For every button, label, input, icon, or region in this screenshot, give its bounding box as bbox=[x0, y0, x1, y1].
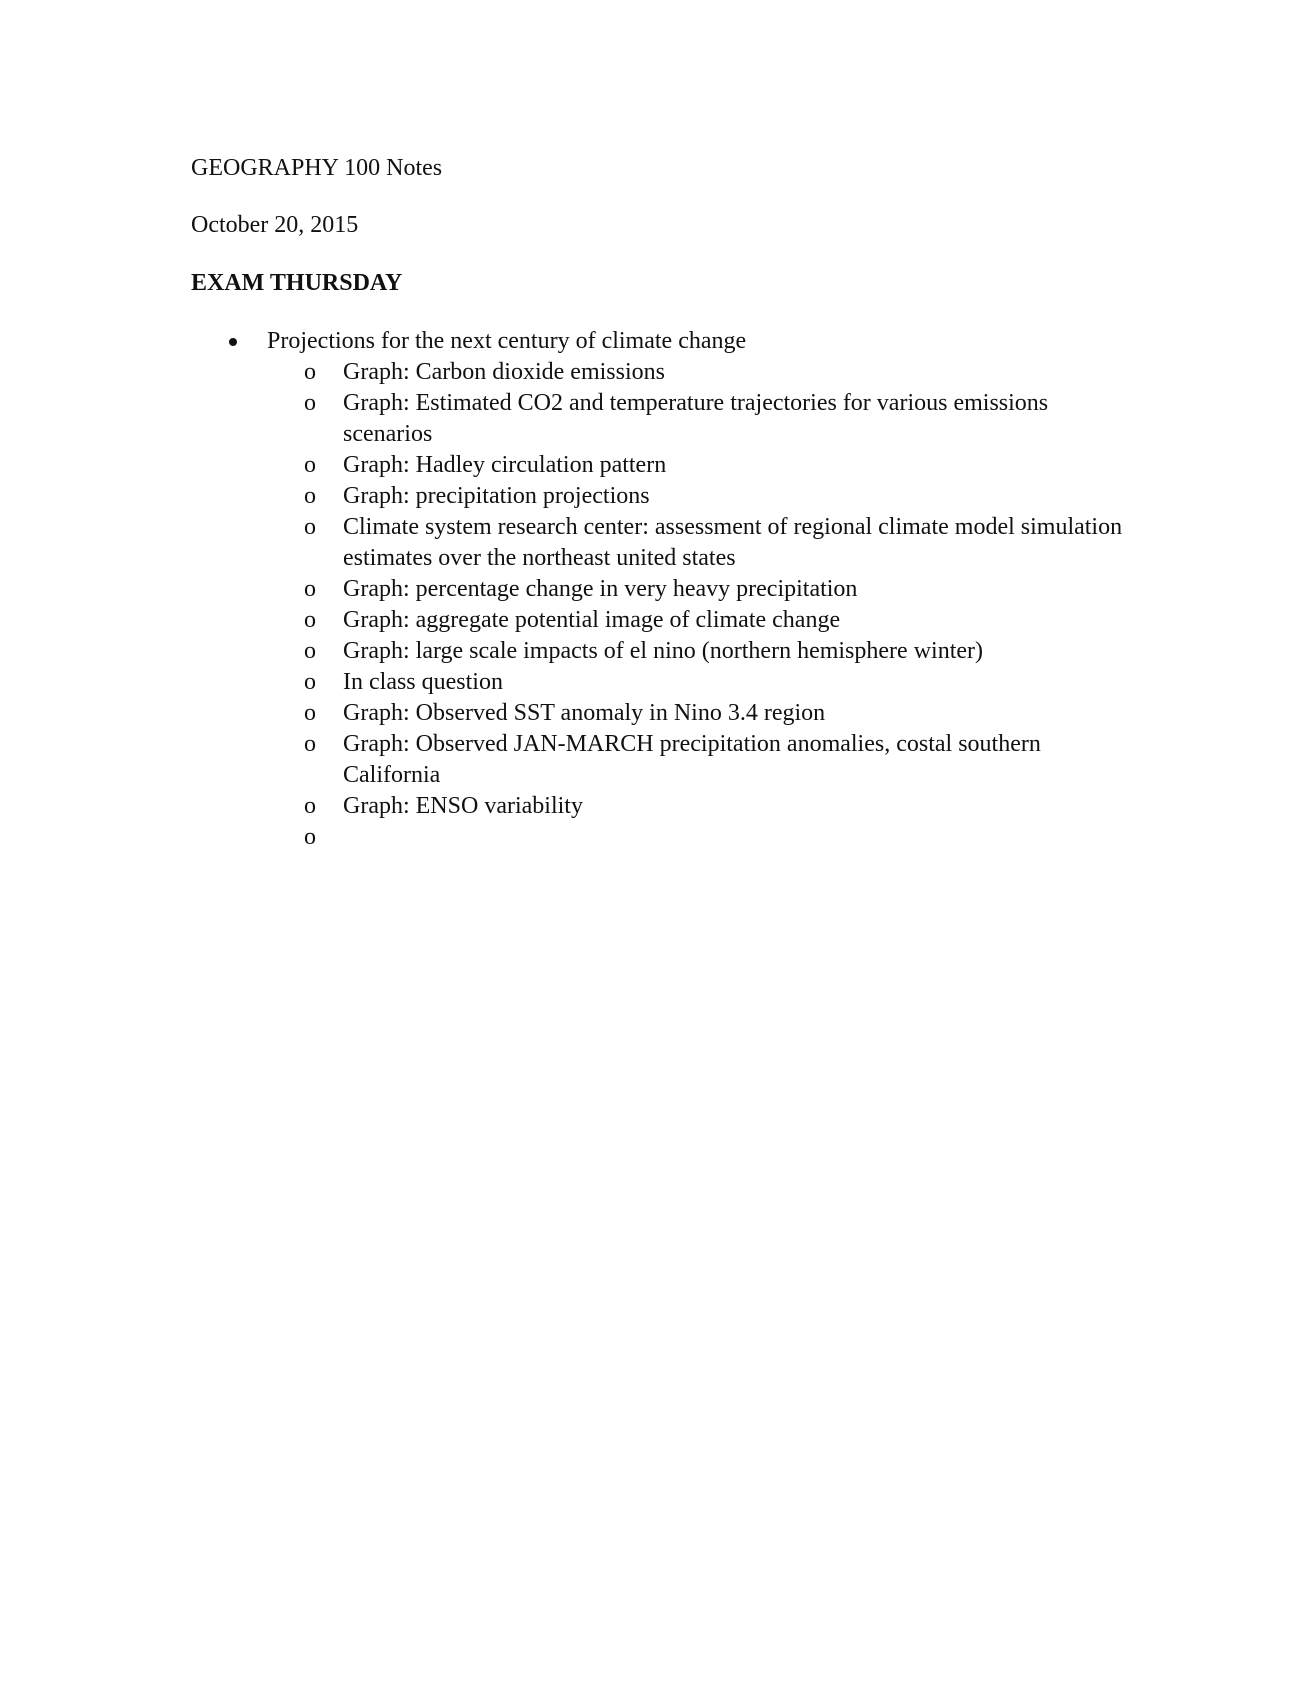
circle-bullet-icon: o bbox=[304, 390, 316, 416]
circle-bullet-icon: o bbox=[304, 731, 316, 757]
sub-list-item-text: Graph: Carbon dioxide emissions bbox=[343, 359, 665, 385]
sub-list-item-text: Graph: Hadley circulation pattern bbox=[343, 452, 667, 478]
sub-list-item-text: Climate system research center: assessment of regional climate model simulation estimates over the northeast united states bbox=[343, 514, 1123, 571]
sub-list-item-text bbox=[343, 822, 1143, 853]
circle-bullet-icon: o bbox=[304, 607, 316, 633]
main-list-item-text: Projections for the next century of climate change bbox=[267, 328, 747, 354]
sub-list-item bbox=[267, 791, 1143, 822]
main-bullet-list bbox=[191, 326, 1131, 853]
sub-list-item bbox=[267, 357, 1143, 388]
circle-bullet-icon: o bbox=[304, 793, 316, 819]
circle-bullet-icon: o bbox=[304, 576, 316, 602]
sub-list-item bbox=[267, 729, 1143, 791]
circle-bullet-icon: o bbox=[304, 483, 316, 509]
sub-list-item-text: Graph: aggregate potential image of climate change bbox=[343, 607, 841, 633]
circle-bullet-icon: o bbox=[304, 700, 316, 726]
sub-list-item-text: Graph: precipitation projections bbox=[343, 483, 650, 509]
sub-list-item-text: Graph: Observed SST anomaly in Nino 3.4 region bbox=[343, 700, 826, 726]
circle-bullet-icon: o bbox=[304, 669, 316, 695]
sub-bullet-list bbox=[267, 357, 1131, 853]
sub-list-item bbox=[267, 450, 1143, 481]
sub-list-item-text: Graph: percentage change in very heavy precipitation bbox=[343, 576, 858, 602]
sub-list-item bbox=[267, 512, 1143, 574]
circle-bullet-icon: o bbox=[304, 452, 316, 478]
bullet-dot-icon bbox=[229, 338, 237, 346]
sub-list-item bbox=[267, 481, 1143, 512]
sub-list-item bbox=[267, 698, 1143, 729]
sub-list-item-text: Graph: large scale impacts of el nino (northern hemisphere winter) bbox=[343, 638, 983, 664]
sub-list-item bbox=[267, 388, 1143, 450]
circle-bullet-icon: o bbox=[304, 824, 316, 850]
sub-list-item-text: Graph: ENSO variability bbox=[343, 793, 583, 819]
circle-bullet-icon: o bbox=[304, 514, 316, 540]
sub-list-item bbox=[267, 822, 1143, 853]
sub-list-item-text: In class question bbox=[343, 669, 503, 695]
sub-list-item-text: Graph: Estimated CO2 and temperature trajectories for various emissions scenarios bbox=[343, 390, 1049, 447]
document-title: GEOGRAPHY 100 Notes bbox=[191, 155, 443, 181]
document-body bbox=[191, 152, 1131, 853]
sub-list-item bbox=[267, 605, 1143, 636]
sub-list-item bbox=[267, 636, 1143, 667]
circle-bullet-icon: o bbox=[304, 359, 316, 385]
document-date: October 20, 2015 bbox=[191, 212, 359, 238]
sub-list-item-text: Graph: Observed JAN-MARCH precipitation anomalies, costal southern California bbox=[343, 731, 1041, 788]
exam-heading: EXAM THURSDAY bbox=[191, 270, 403, 296]
sub-list-item bbox=[267, 574, 1143, 605]
main-list-item bbox=[191, 326, 1131, 853]
circle-bullet-icon: o bbox=[304, 638, 316, 664]
sub-list-item bbox=[267, 667, 1143, 698]
